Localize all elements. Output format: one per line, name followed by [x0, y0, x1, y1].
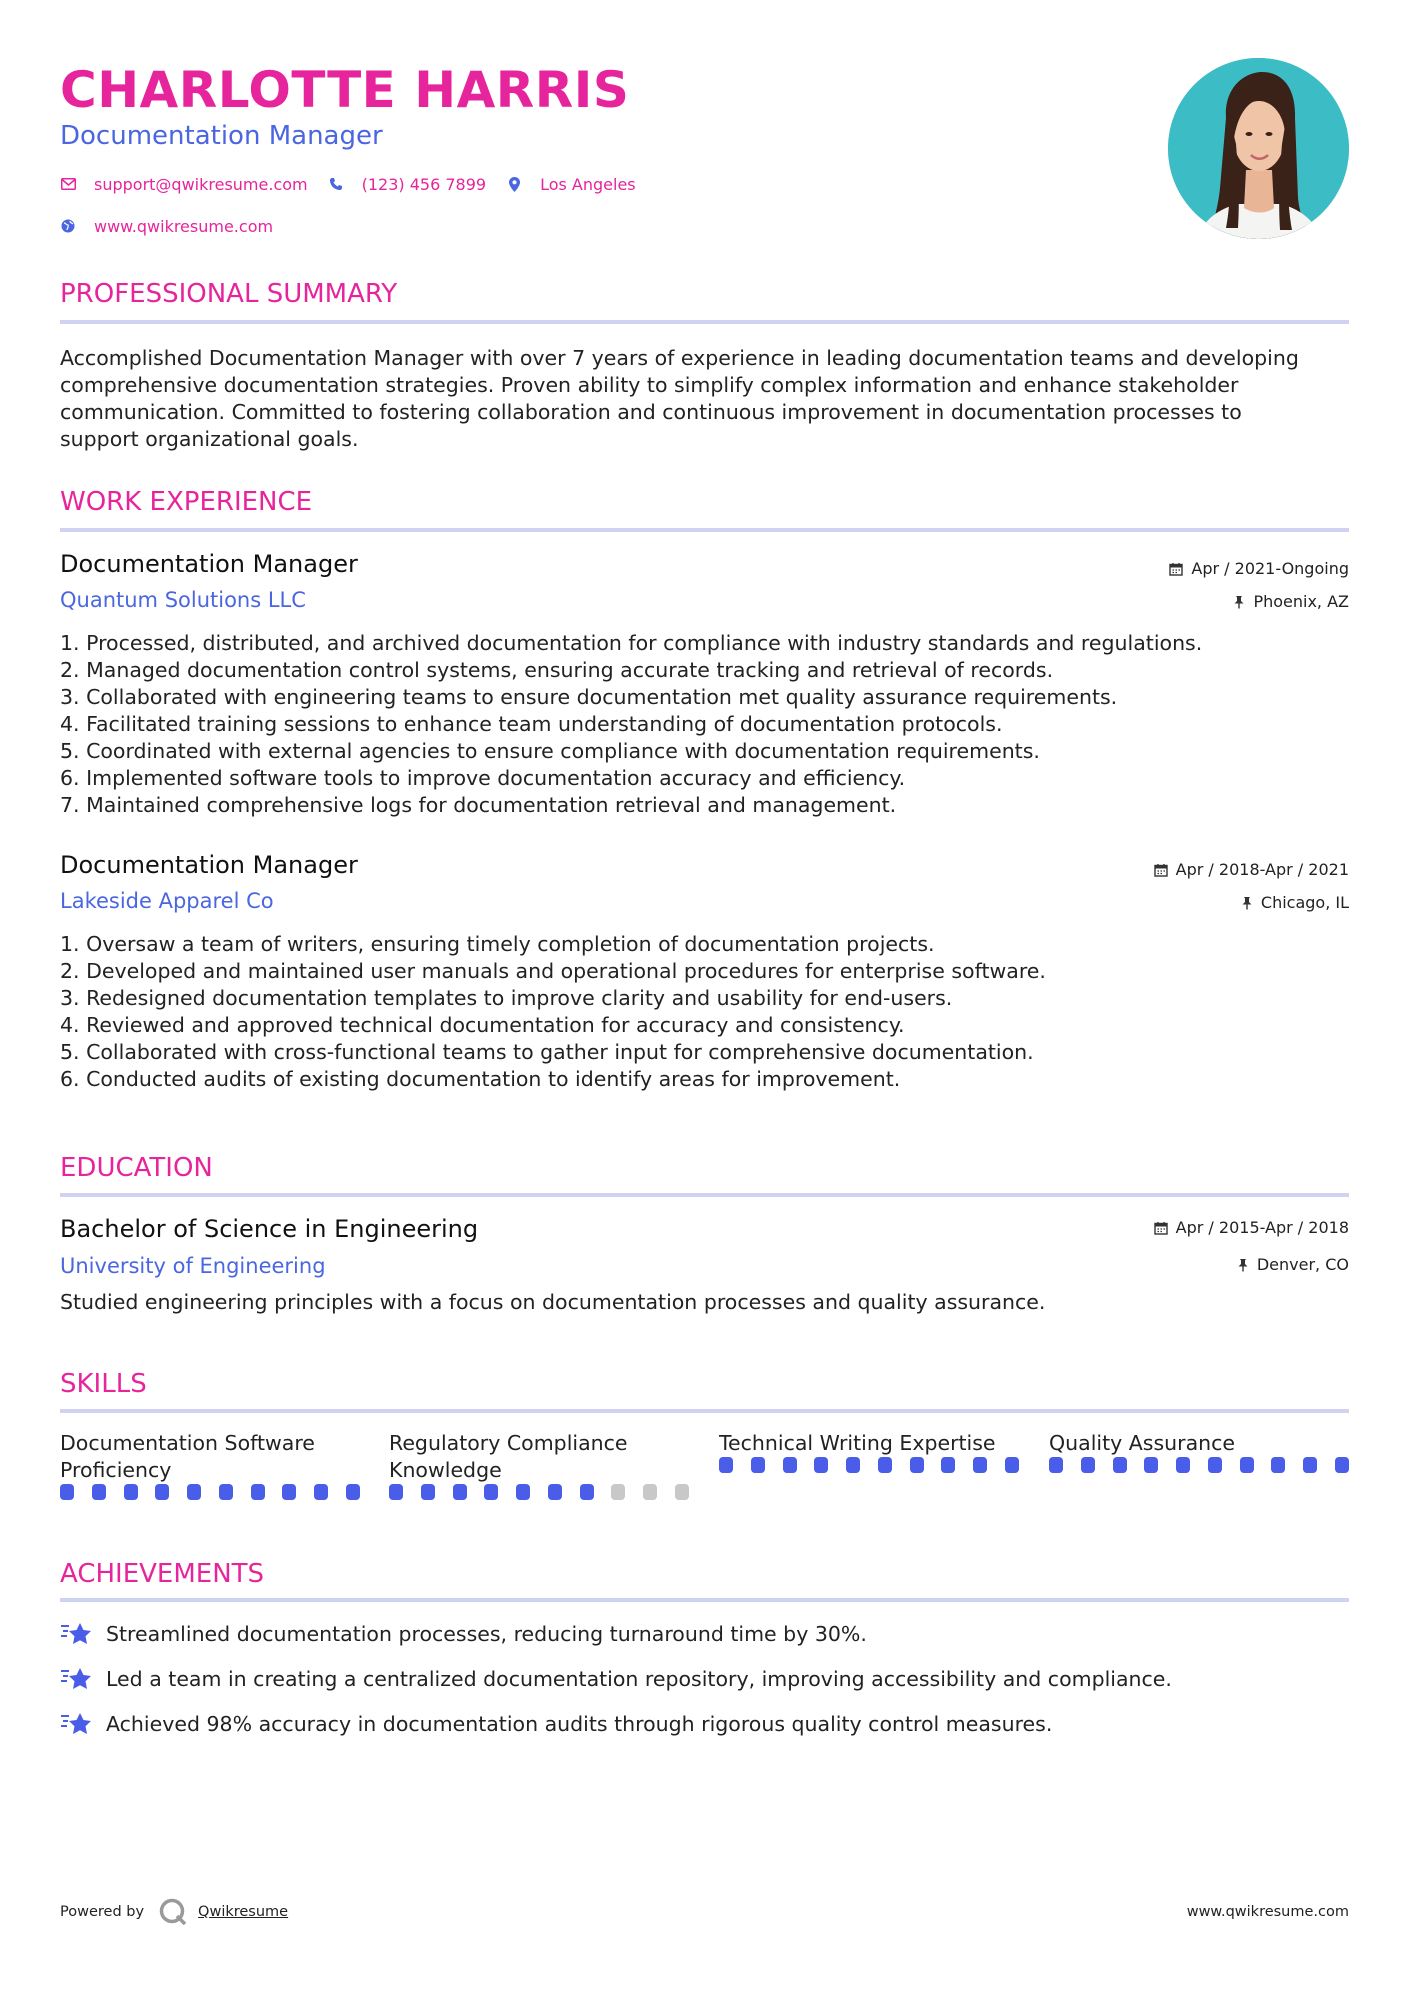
job-dates: [1169, 558, 1349, 580]
skill-dot: [219, 1484, 233, 1500]
footer-site[interactable]: www.qwikresume.com: [1186, 1904, 1349, 1920]
job-title: Documentation Manager: [60, 550, 358, 578]
skill-name: Quality Assurance: [1049, 1431, 1236, 1455]
skill-dot: [1081, 1457, 1095, 1473]
skill-dot: [124, 1484, 138, 1500]
divider: [60, 1598, 1349, 1602]
skill-level: [1049, 1457, 1349, 1473]
skill-dot: [675, 1484, 689, 1500]
divider: [60, 528, 1349, 532]
company-name: Quantum Solutions LLC: [60, 588, 306, 612]
list-item: 1. Processed, distributed, and archived documentation for compliance with industry standards and regulations.: [60, 631, 1203, 655]
skill-item: [1049, 1430, 1349, 1473]
skill-dot: [643, 1484, 657, 1500]
skill-dot: [1144, 1457, 1158, 1473]
list-item: 1. Oversaw a team of writers, ensuring timely completion of documentation projects.: [60, 932, 935, 956]
pushpin-icon: [1237, 1258, 1249, 1272]
email-link[interactable]: support@qwikresume.com: [94, 174, 308, 194]
skill-dot: [251, 1484, 265, 1500]
skill-level: [60, 1484, 360, 1500]
skill-dot: [389, 1484, 403, 1500]
job-location: [1241, 892, 1349, 914]
skill-level: [719, 1457, 1019, 1473]
calendar-icon: [1154, 863, 1168, 877]
skill-item: [719, 1430, 1019, 1473]
summary-line: support organizational goals.: [60, 427, 359, 451]
skill-dot: [516, 1484, 530, 1500]
skill-dot: [314, 1484, 328, 1500]
list-item: 2. Managed documentation control systems, ensuring accurate tracking and retrieval of records.: [60, 658, 1054, 682]
skill-dot: [1303, 1457, 1317, 1473]
skill-dot: [973, 1457, 987, 1473]
list-item: 5. Coordinated with external agencies to ensure compliance with documentation requirements.: [60, 739, 1040, 763]
skill-dot: [484, 1484, 498, 1500]
skill-dot: [282, 1484, 296, 1500]
skill-dot: [60, 1484, 74, 1500]
job-duties: [60, 630, 1349, 819]
skill-dot: [1176, 1457, 1190, 1473]
pushpin-icon: [1233, 595, 1245, 609]
achievement-item: [60, 1710, 1052, 1738]
skill-dot: [453, 1484, 467, 1500]
skill-name: Proficiency: [60, 1458, 172, 1482]
summary-text: [60, 345, 1349, 453]
list-item: 4. Facilitated training sessions to enhance team understanding of documentation protocols.: [60, 712, 1003, 736]
date-range: Apr / 2015-Apr / 2018: [1175, 1218, 1349, 1237]
company-name: Lakeside Apparel Co: [60, 889, 274, 913]
skill-dot: [155, 1484, 169, 1500]
list-item: 5. Collaborated with cross-functional teams to gather input for comprehensive documentation.: [60, 1040, 1034, 1064]
calendar-icon: [1154, 1221, 1168, 1235]
globe-icon: [60, 218, 76, 234]
skill-dot: [1335, 1457, 1349, 1473]
skill-dot: [346, 1484, 360, 1500]
job-location: [1233, 591, 1349, 613]
divider: [60, 320, 1349, 324]
achievements-heading: ACHIEVEMENTS: [60, 1559, 265, 1589]
calendar-icon: [1169, 562, 1183, 576]
skill-dot: [548, 1484, 562, 1500]
skill-dot: [1113, 1457, 1127, 1473]
skill-level: [389, 1484, 689, 1500]
achievement-item: [60, 1620, 867, 1648]
skills-heading: SKILLS: [60, 1369, 147, 1399]
contact-info: [60, 172, 656, 256]
phone-number[interactable]: (123) 456 7899: [361, 174, 487, 194]
map-pin-icon: [506, 176, 522, 192]
achievement-item: [60, 1665, 1172, 1693]
skill-name: Regulatory Compliance: [389, 1431, 628, 1455]
list-item: 6. Implemented software tools to improve documentation accuracy and efficiency.: [60, 766, 906, 790]
education-description: Studied engineering principles with a focus on documentation processes and quality assurance.: [60, 1290, 1046, 1314]
education-dates: [1154, 1217, 1349, 1239]
envelope-icon: [60, 176, 76, 192]
powered-by-label: Powered by: [60, 1904, 145, 1920]
list-item: 4. Reviewed and approved technical documentation for accuracy and consistency.: [60, 1013, 905, 1037]
date-range: Apr / 2018-Apr / 2021: [1175, 860, 1349, 879]
star-icon: [60, 1620, 94, 1648]
star-icon: [60, 1710, 94, 1738]
location-text: Denver, CO: [1256, 1255, 1349, 1274]
candidate-role: Documentation Manager: [60, 121, 383, 151]
skill-name: Documentation Software: [60, 1431, 315, 1455]
footer-powered-by: [60, 1897, 288, 1927]
list-item: 7. Maintained comprehensive logs for documentation retrieval and management.: [60, 793, 897, 817]
job-dates: [1154, 859, 1349, 881]
skill-dot: [187, 1484, 201, 1500]
resume-page: [60, 0, 1349, 1990]
list-item: 2. Developed and maintained user manuals and operational procedures for enterprise software.: [60, 959, 1046, 983]
location-text: Los Angeles: [540, 174, 636, 194]
education-heading: EDUCATION: [60, 1153, 213, 1183]
skill-dot: [1271, 1457, 1285, 1473]
skill-name: Technical Writing Expertise: [719, 1431, 996, 1455]
skill-dot: [751, 1457, 765, 1473]
school-name: University of Engineering: [60, 1254, 326, 1278]
phone-icon: [328, 176, 344, 192]
skill-dot: [421, 1484, 435, 1500]
list-item: 3. Redesigned documentation templates to improve clarity and usability for end-users.: [60, 986, 953, 1010]
job-duties: [60, 931, 1349, 1093]
candidate-name: CHARLOTTE HARRIS: [60, 61, 630, 119]
degree-title: Bachelor of Science in Engineering: [60, 1215, 479, 1243]
skill-dot: [814, 1457, 828, 1473]
profile-photo: [1168, 58, 1349, 239]
skill-item: [389, 1430, 689, 1500]
achievement-text: Led a team in creating a centralized documentation repository, improving accessibility and compliance.: [106, 1666, 1172, 1691]
skill-dot: [846, 1457, 860, 1473]
skill-dot: [1005, 1457, 1019, 1473]
skill-dot: [941, 1457, 955, 1473]
skill-name: Knowledge: [389, 1458, 502, 1482]
location-text: Chicago, IL: [1260, 893, 1349, 912]
summary-heading: PROFESSIONAL SUMMARY: [60, 279, 398, 309]
divider: [60, 1193, 1349, 1197]
achievement-text: Streamlined documentation processes, reducing turnaround time by 30%.: [106, 1621, 867, 1646]
skill-dot: [1049, 1457, 1063, 1473]
skill-dot: [910, 1457, 924, 1473]
divider: [60, 1409, 1349, 1413]
qwikresume-link[interactable]: Qwikresume: [198, 1904, 289, 1920]
job-title: Documentation Manager: [60, 851, 358, 879]
achievement-text: Achieved 98% accuracy in documentation audits through rigorous quality control measures.: [106, 1711, 1053, 1736]
skill-item: [60, 1430, 360, 1500]
skill-dot: [878, 1457, 892, 1473]
skill-dot: [1208, 1457, 1222, 1473]
location-text: Phoenix, AZ: [1253, 592, 1349, 611]
skill-dot: [1240, 1457, 1254, 1473]
skill-dot: [92, 1484, 106, 1500]
list-item: 3. Collaborated with engineering teams to ensure documentation met quality assurance requirements.: [60, 685, 1118, 709]
star-icon: [60, 1665, 94, 1693]
skill-dot: [719, 1457, 733, 1473]
skill-dot: [580, 1484, 594, 1500]
skill-dot: [783, 1457, 797, 1473]
date-range: Apr / 2021-Ongoing: [1191, 559, 1349, 578]
skill-dot: [611, 1484, 625, 1500]
pushpin-icon: [1241, 896, 1253, 910]
summary-line: comprehensive documentation strategies. Proven ability to simplify complex information and enhance stakeholder: [60, 373, 1239, 397]
summary-line: Accomplished Documentation Manager with over 7 years of experience in leading documentation teams and developing: [60, 346, 1299, 370]
summary-line: communication. Committed to fostering collaboration and continuous improvement in documentation processes to: [60, 400, 1242, 424]
website-link[interactable]: www.qwikresume.com: [94, 216, 274, 236]
experience-heading: WORK EXPERIENCE: [60, 487, 313, 517]
qwikresume-logo: [158, 1897, 188, 1927]
list-item: 6. Conducted audits of existing documentation to identify areas for improvement.: [60, 1067, 901, 1091]
education-location: [1237, 1254, 1349, 1276]
